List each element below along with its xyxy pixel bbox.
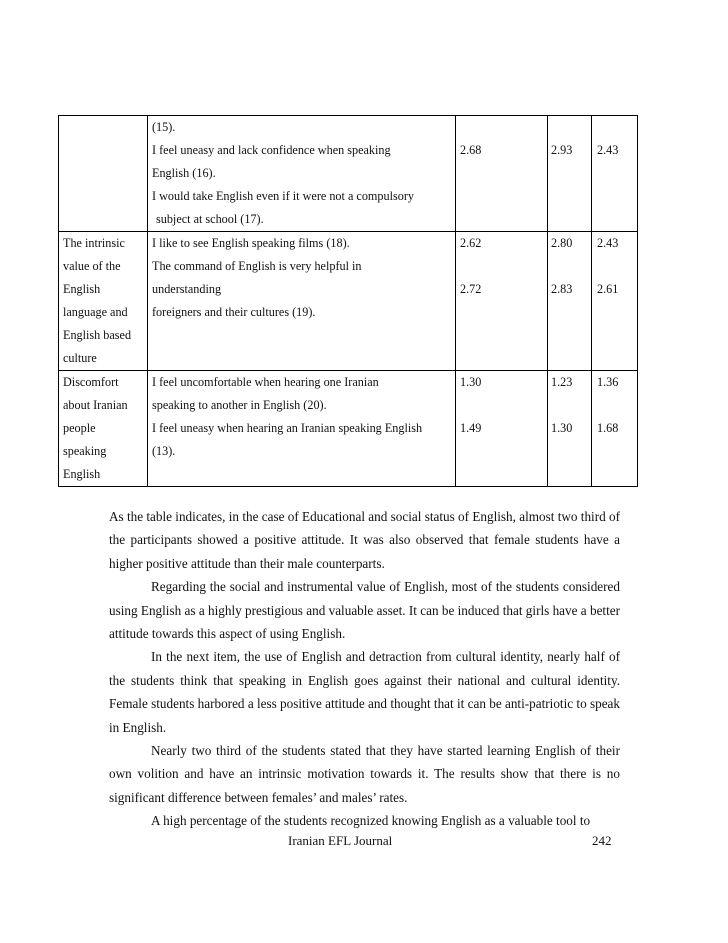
value-text (548, 394, 591, 417)
category-line: Discomfort (63, 375, 119, 389)
value-cell (548, 371, 592, 487)
value-text (592, 255, 637, 278)
paragraph: A high percentage of the students recognized knowing English as a valuable tool to (151, 813, 591, 829)
statement-line: I feel uneasy when hearing an Iranian speaking English (152, 421, 423, 435)
category-line: language and (63, 305, 128, 319)
category-line: English (63, 467, 101, 481)
value-text: 2.43 (597, 143, 619, 157)
statement-line: understanding (152, 282, 222, 296)
statement-line: speaking to another in English (20). (152, 398, 327, 412)
value-text: 2.43 (597, 236, 619, 250)
value-text (592, 394, 637, 417)
statement-cell (148, 232, 456, 371)
value-text: 1.30 (460, 375, 482, 389)
statement-line: (15). (152, 120, 176, 134)
value-text: 1.36 (597, 375, 619, 389)
category-line: English (63, 282, 101, 296)
value-cell (456, 371, 548, 487)
value-text (548, 116, 591, 139)
paragraph: As the table indicates, in the case of Educational and social status of English, almost two third of the participants showed a positive attitude. It was also observed that female students have a higher positive attitude than their male counterparts. (109, 509, 620, 571)
value-text: 1.49 (460, 421, 482, 435)
statement-line: (13). (152, 444, 176, 458)
journal-footer: Iranian EFL Journal (288, 833, 393, 848)
statement-line: I feel uncomfortable when hearing one Iranian (152, 375, 379, 389)
table-row (59, 116, 638, 232)
value-text: 2.72 (460, 282, 482, 296)
page-number: 242 (592, 833, 612, 848)
statement-line: English (16). (152, 166, 216, 180)
value-text: 2.62 (460, 236, 482, 250)
category-line: The intrinsic (63, 236, 125, 250)
statement-line: I would take English even if it were not a compulsory (152, 189, 414, 203)
value-cell (592, 116, 638, 232)
body-text (109, 505, 620, 833)
table-row (59, 371, 638, 487)
value-text (456, 255, 547, 278)
value-text: 2.83 (551, 282, 573, 296)
category-cell (59, 116, 148, 232)
value-text: 2.93 (551, 143, 573, 157)
value-cell (592, 371, 638, 487)
value-text (456, 116, 547, 139)
statement-line: I feel uneasy and lack confidence when speaking (152, 143, 391, 157)
statement-line: foreigners and their cultures (19). (152, 305, 316, 319)
value-text: 2.80 (551, 236, 573, 250)
value-cell (592, 232, 638, 371)
value-cell (548, 232, 592, 371)
value-cell (456, 116, 548, 232)
category-line: value of the (63, 259, 121, 273)
results-table (58, 115, 638, 487)
value-cell (456, 232, 548, 371)
paragraph: Regarding the social and instrumental value of English, most of the students considered using English as a highly prestigious and valuable asset. It can be induced that girls have a better attitude towards this aspect of using English. (109, 579, 620, 642)
category-cell (59, 371, 148, 487)
value-text (592, 116, 637, 139)
category-cell (59, 232, 148, 371)
statement-line: subject at school (17). (156, 212, 264, 226)
value-text: 2.68 (460, 143, 482, 157)
category-line: culture (63, 351, 97, 365)
paragraph: In the next item, the use of English and detraction from cultural identity, nearly half of the students think that speaking in English goes against their national and cultural identity. Female students harbored a less positive attitude and thought that it can be anti-patriotic to speak in English. (109, 649, 620, 735)
paragraph: Nearly two third of the students stated that they have started learning English of their own volition and have an intrinsic motivation towards it. The results show that there is no significant difference between females’ and males’ rates. (109, 743, 620, 805)
statement-line: I like to see English speaking films (18). (152, 236, 350, 250)
statement-line: The command of English is very helpful in (152, 259, 362, 273)
value-text: 2.61 (597, 282, 619, 296)
value-text: 1.68 (597, 421, 619, 435)
value-text (456, 394, 547, 417)
value-text: 1.23 (551, 375, 573, 389)
category-line: about Iranian (63, 398, 128, 412)
value-cell (548, 116, 592, 232)
category-line: speaking (63, 444, 107, 458)
category-line: people (63, 421, 96, 435)
statement-cell (148, 371, 456, 487)
category-line: English based (63, 328, 132, 342)
value-text: 1.30 (551, 421, 573, 435)
statement-cell (148, 116, 456, 232)
value-text (548, 255, 591, 278)
table-row (59, 232, 638, 371)
